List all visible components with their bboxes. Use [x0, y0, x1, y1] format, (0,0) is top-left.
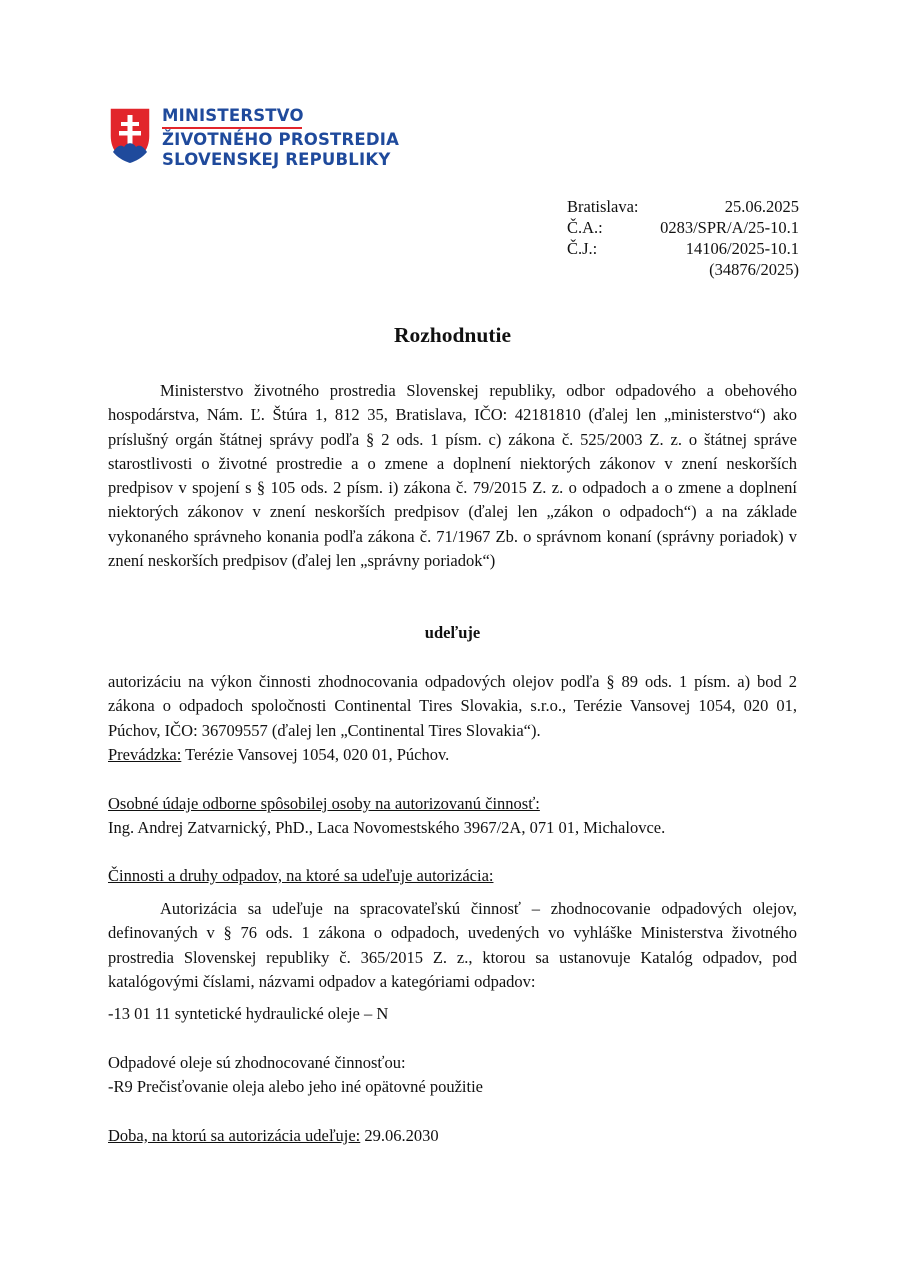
- cj-extra: (34876/2025): [709, 260, 799, 279]
- recovery-item: -R9 Prečisťovanie oleja alebo jeho iné opätovné použitie: [108, 1077, 483, 1096]
- document-title: Rozhodnutie: [393, 323, 512, 347]
- date-row: [567, 196, 799, 217]
- period-line: [108, 1124, 797, 1148]
- operation-label: Prevádzka:: [108, 745, 182, 764]
- ca-value: 0283/SPR/A/25-10.1: [660, 218, 799, 237]
- authorization-paragraph: autorizáciu na výkon činnosti zhodnocovania odpadových olejov podľa § 89 ods. 1 písm. a) bod 2 zákona o odpadoch spoločnosti Continental Tires Slovakia, s.r.o., Terézie Vansovej 1054, 020 01, Púchov, IČO: 36709557 (ďalej len „Continental Tires Slovakia“).: [108, 672, 797, 740]
- ca-label: Č.A.:: [567, 218, 603, 237]
- ministry-name-line2: ŽIVOTNÉHO PROSTREDIA: [162, 130, 400, 149]
- intro-paragraph: Ministerstvo životného prostredia Slovenskej republiky, odbor odpadového a obehového hospodárstva, Nám. Ľ. Štúra 1, 812 35, Bratislava, IČO: 42181810 (ďalej len „ministerstvo“) ako príslušný orgán štátnej správy podľa § 2 ods. 1 písm. c) zákona č. 525/2003 Z. z. o štátnej správe starostlivosti o životné prostredie a o zmene a doplnení niektorých zákonov v znení neskorších predpisov v spojení s § 105 ods. 2 písm. i) zákona č. 79/2015 Z. z. o odpadoch a o zmene a doplnení niektorých zákonov v znení neskorších predpisov (ďalej len „zákon o odpadoch“) a na základe vykonaného správneho konania podľa zákona č. 71/1967 Zb. o správnom konaní (správny poriadok) v znení neskorších predpisov (ďalej len „správny poriadok“): [108, 381, 797, 571]
- period-value: 29.06.2030: [360, 1126, 439, 1145]
- ministry-name-line1: MINISTERSTVO: [162, 106, 304, 125]
- coat-of-arms-icon: [108, 106, 152, 164]
- grants-heading: udeľuje: [424, 623, 481, 642]
- ministry-name: [162, 106, 399, 170]
- operation-line: [108, 743, 797, 767]
- operation-value: Terézie Vansovej 1054, 020 01, Púchov.: [181, 745, 450, 764]
- recovery-heading: Odpadové oleje sú zhodnocované činnosťou:: [108, 1053, 406, 1072]
- document-date: 25.06.2025: [724, 197, 799, 216]
- period-label: Doba, na ktorú sa autorizácia udeľuje:: [108, 1126, 361, 1145]
- reference-block: [567, 196, 799, 280]
- activities-paragraph: Autorizácia sa udeľuje na spracovateľskú činnosť – zhodnocovanie odpadových olejov, definovaných v § 76 ods. 1 zákona o odpadoch, uvedených vo vyhláške Ministerstva životného prostredia Slovenskej republiky č. 365/2015 Z. z., ktorou sa ustanovuje Katalóg odpadov, pod katalógovými číslami, názvami odpadov a kategóriami odpadov:: [108, 899, 797, 991]
- ministry-red-rule: [162, 127, 302, 129]
- person-heading: Osobné údaje odborne spôsobilej osoby na autorizovanú činnosť:: [108, 794, 540, 813]
- ca-row: [567, 217, 799, 238]
- waste-item: -13 01 11 syntetické hydraulické oleje – N: [108, 1004, 389, 1023]
- person-value: Ing. Andrej Zatvarnický, PhD., Laca Novomestského 3967/2A, 071 01, Michalovce.: [108, 818, 666, 837]
- cj-extra-row: [567, 259, 799, 280]
- ministry-name-line3: SLOVENSKEJ REPUBLIKY: [162, 150, 391, 169]
- cj-label: Č.J.:: [567, 239, 598, 258]
- ministry-logo: [108, 106, 399, 170]
- cj-row: [567, 238, 799, 259]
- activities-heading: Činnosti a druhy odpadov, na ktoré sa udeľuje autorizácia:: [108, 866, 494, 885]
- cj-value: 14106/2025-10.1: [685, 239, 799, 258]
- place-label: Bratislava:: [567, 197, 639, 216]
